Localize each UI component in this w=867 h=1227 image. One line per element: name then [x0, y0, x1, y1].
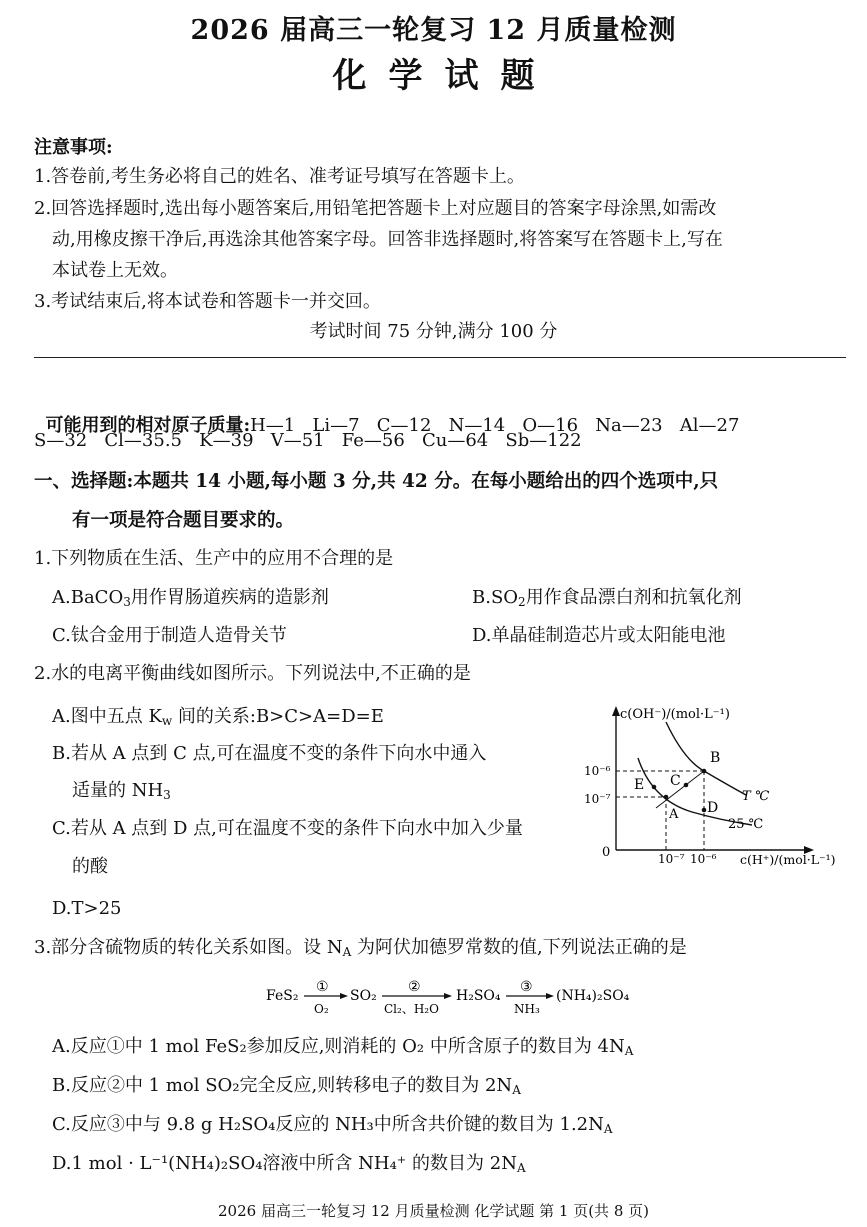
q2-option-c-line-2: 的酸	[72, 856, 108, 877]
q2-option-d: D.T>25	[52, 898, 122, 919]
q1-option-d: D.单晶硅制造芯片或太阳能电池	[472, 625, 726, 646]
atomic-masses-label: 可能用到的相对原子质量:	[45, 415, 251, 436]
curve-25c	[638, 758, 752, 825]
q3-stem: 3.部分含硫物质的转化关系如图。设 $N_A$ 为阿伏加德罗常数的值,下列说法正确的是	[34, 937, 687, 959]
x-axis-label: c(H⁺)/(mol·L⁻¹)	[740, 852, 836, 867]
sulfur-reaction-scheme	[260, 972, 660, 1020]
point-c-dot	[684, 783, 689, 788]
point-b-label: B	[710, 750, 721, 766]
species-nh4-2so4: (NH₄)₂SO₄	[556, 988, 630, 1004]
point-a-label: A	[669, 807, 679, 822]
species-h2so4: H₂SO₄	[456, 988, 501, 1004]
note-item-2-line-2: 动,用橡皮擦干净后,再选涂其他答案字母。回答非选择题时,将答案写在答题卡上,写在	[52, 229, 723, 250]
arrow-3-head	[546, 993, 554, 999]
step-1-label: ①	[316, 979, 329, 995]
point-a-dot	[664, 795, 669, 800]
q3-option-c: C.反应③中与 9.8 g H₂SO₄反应的 NH₃中所含共价键的数目为 $1.2N_A$	[52, 1114, 613, 1136]
x-tick-1e-7: 10⁻⁷	[658, 852, 685, 866]
q3-option-d: D.1 mol · L⁻¹(NH₄)₂SO₄溶液中所含 NH₄⁺ 的数目为 $2N_A$	[52, 1153, 526, 1175]
q1-option-a: A.BaCO$_3$用作胃肠道疾病的造影剂	[52, 587, 329, 609]
q1-option-c: C.钛合金用于制造人造骨关节	[52, 625, 287, 646]
origin-label: 0	[602, 845, 611, 860]
exam-time: 考试时间 75 分钟,满分 100 分	[309, 321, 558, 342]
reagent-2: Cl₂、H₂O	[384, 1002, 439, 1016]
point-c-label: C	[670, 773, 681, 789]
y-axis-arrow	[612, 706, 620, 716]
water-ionization-graph	[580, 700, 860, 870]
note-item-2-line-3: 本试卷上无效。	[52, 260, 178, 281]
point-d-label: D	[707, 800, 719, 816]
q2-option-b-line-2: 适量的 $NH_3$	[72, 780, 171, 802]
y-axis-label: c(OH⁻)/(mol·L⁻¹)	[620, 707, 730, 722]
note-item-1: 1.答卷前,考生务必将自己的姓名、准考证号填写在答题卡上。	[34, 166, 525, 187]
step-3-label: ③	[520, 979, 533, 995]
arrow-2-head	[444, 993, 452, 999]
reagent-3: NH₃	[514, 1002, 540, 1016]
subject-title: 化学试题	[332, 56, 557, 96]
y-tick-1e-6: 10⁻⁶	[584, 764, 611, 778]
section-heading-line-1: 一、选择题:本题共 14 小题,每小题 3 分,共 42 分。在每小题给出的四个选项中,只	[34, 471, 719, 492]
point-e-dot	[652, 785, 657, 790]
q3-option-b: B.反应②中 1 mol SO₂完全反应,则转移电子的数目为 $2N_A$	[52, 1075, 521, 1097]
exam-title: 2026 届高三一轮复习 12 月质量检测	[190, 15, 677, 46]
curve-25c-label: 25 ℃	[728, 817, 764, 832]
arrow-1-head	[340, 993, 348, 999]
point-d-dot	[702, 808, 707, 813]
q2-stem: 2.水的电离平衡曲线如图所示。下列说法中,不正确的是	[34, 663, 471, 684]
species-so2: SO₂	[350, 988, 377, 1004]
y-tick-1e-7: 10⁻⁷	[584, 792, 611, 806]
q1-option-b: $B.SO_2$用作食品漂白剂和抗氧化剂	[472, 587, 742, 609]
point-b-dot	[702, 769, 707, 774]
note-item-2-line-1: 2.回答选择题时,选出每小题答案后,用铅笔把答题卡上对应题目的答案字母涂黑,如需改	[34, 198, 717, 219]
curve-t-label: T ℃	[742, 789, 770, 804]
note-item-3: 3.考试结束后,将本试卷和答题卡一并交回。	[34, 291, 381, 312]
page-footer: 2026 届高三一轮复习 12 月质量检测 化学试题 第 1 页(共 8 页)	[218, 1202, 649, 1220]
section-heading-line-2: 有一项是符合题目要求的。	[72, 510, 295, 531]
divider	[34, 357, 846, 358]
x-tick-1e-6: 10⁻⁶	[690, 852, 717, 866]
q3-option-a: A.反应①中 1 mol FeS₂参加反应,则消耗的 O₂ 中所含原子的数目为 $4N_A$	[52, 1036, 634, 1058]
species-fes2: FeS₂	[266, 988, 299, 1004]
reagent-1: O₂	[314, 1002, 329, 1016]
atomic-masses-line-2: S—32 Cl—35.5 K—39 V—51 Fe—56 Cu—64 Sb—122	[34, 430, 582, 451]
point-e-label: E	[634, 777, 645, 793]
q1-stem: 1.下列物质在生活、生产中的应用不合理的是	[34, 548, 394, 569]
q2-option-a: A.图中五点 $K_w$ 间的关系:B>C>A=D=E	[52, 706, 384, 728]
notes-heading: 注意事项:	[34, 137, 113, 158]
atomic-masses-values-1: H—1 Li—7 C—12 N—14 O—16 Na—23 Al—27	[250, 415, 740, 436]
q2-option-b-line-1: B.若从 A 点到 C 点,可在温度不变的条件下向水中通入	[52, 743, 487, 764]
q2-option-c-line-1: C.若从 A 点到 D 点,可在温度不变的条件下向水中加入少量	[52, 818, 523, 839]
step-2-label: ②	[408, 979, 421, 995]
